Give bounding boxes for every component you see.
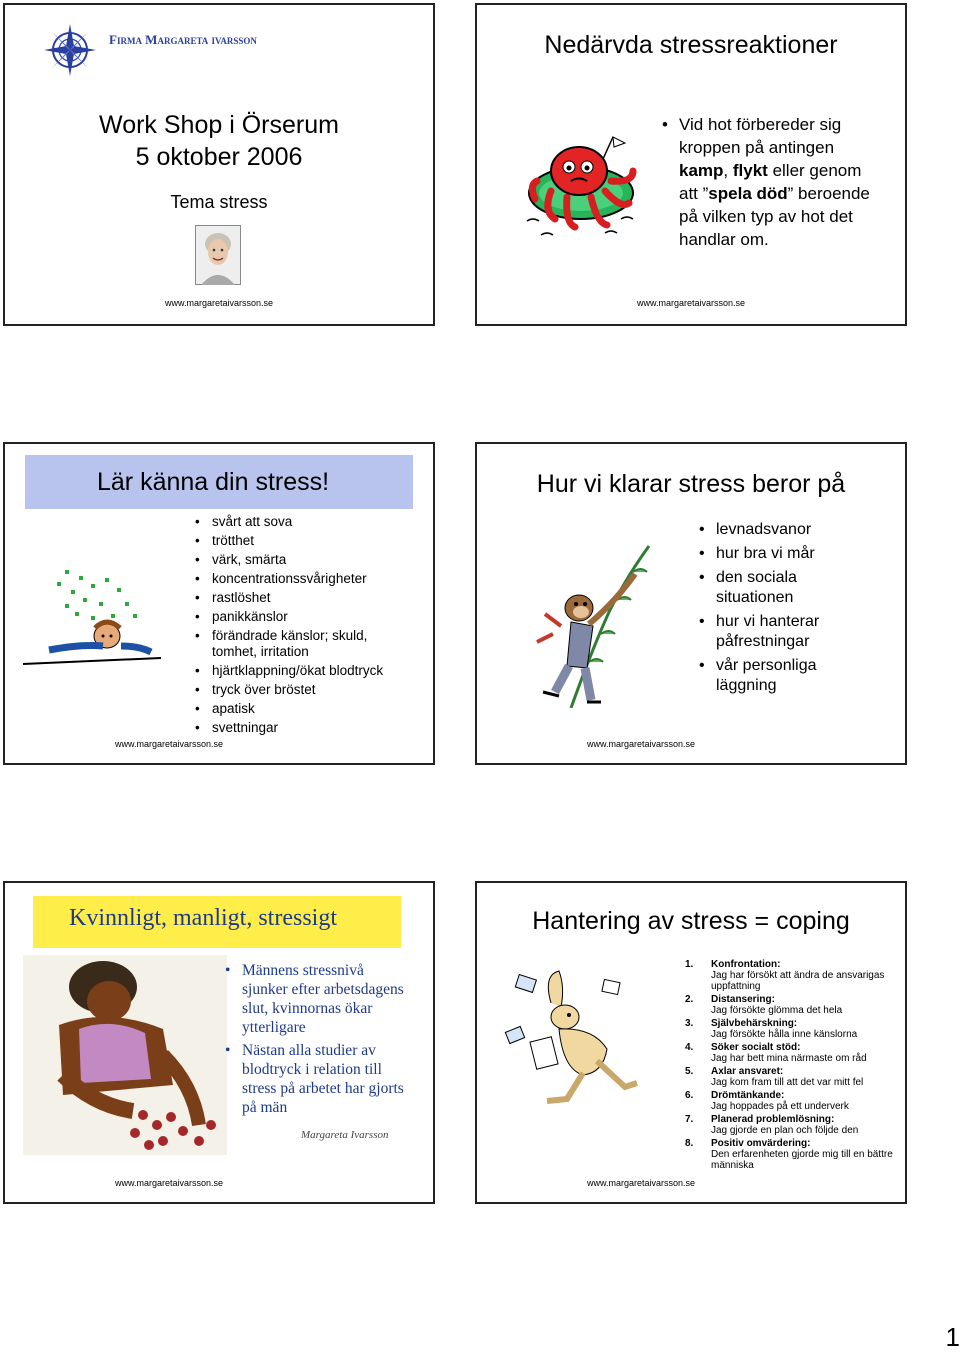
item-text: Jag gjorde en plan och följde den <box>711 1125 859 1136</box>
item-number: 3. <box>685 1018 694 1029</box>
list-item: • tryck över bröstet <box>195 682 425 698</box>
bullet-text-part: eller genom att ” <box>679 161 862 203</box>
signature: Margareta Ivarsson <box>301 1129 389 1141</box>
list-item: • trötthet <box>195 533 425 549</box>
item-text: Jag kom fram till att det var mitt fel <box>711 1077 864 1088</box>
slide-1-title-line1: Work Shop i Örserum <box>99 111 339 139</box>
list-item: • svettningar <box>195 720 425 736</box>
slide-3-title: Lär känna din stress! <box>97 468 330 496</box>
list-item <box>685 994 895 1016</box>
brand-name: Firma Margareta ivarsson <box>109 32 257 47</box>
slide-1 <box>3 3 435 326</box>
compass-logo-icon <box>43 23 97 77</box>
slide-4-title: Hur vi klarar stress beror på <box>536 470 846 498</box>
list-item: • panikkänslor <box>195 609 425 625</box>
item-heading: Självbehärskning: <box>711 1018 798 1029</box>
list-item: • levnadsvanor <box>699 520 899 540</box>
slide-1-footer: www.margaretaivarsson.se <box>164 298 274 308</box>
item-heading: Positiv omvärdering: <box>711 1138 811 1149</box>
list-item: • hur bra vi mår <box>699 544 899 564</box>
slide-2-footer: www.margaretaivarsson.se <box>636 298 746 308</box>
slide-2-title: Nedärvda stressreaktioner <box>544 31 838 59</box>
bullet-text-part: , <box>723 161 733 180</box>
slide-4-footer: www.margaretaivarsson.se <box>586 739 696 749</box>
slide-2 <box>475 3 907 326</box>
page-number: 1 <box>945 1322 960 1352</box>
list-item: • rastlöshet <box>195 590 425 606</box>
item-text: Jag har bett mina närmaste om råd <box>711 1053 867 1064</box>
item-heading: Planerad problemlösning: <box>711 1114 835 1125</box>
bullet-bold-spela-dod: spela död <box>708 184 788 203</box>
list-item <box>685 1018 895 1040</box>
list-item <box>685 1042 895 1064</box>
bullet-text-part: Vid hot förbereder sig kroppen på antingen <box>679 115 842 157</box>
woman-gardening-illustration <box>23 955 227 1155</box>
list-item: • värk, smärta <box>195 552 425 568</box>
gender-stress-list <box>225 961 405 1117</box>
stressed-person-illustration <box>21 568 161 668</box>
slide-6-title: Hantering av stress = coping <box>532 907 850 935</box>
list-item: • hjärtklappning/ökat blodtryck <box>195 663 425 679</box>
list-item <box>685 1066 895 1088</box>
item-heading: Axlar ansvaret: <box>711 1066 784 1077</box>
item-number: 5. <box>685 1066 694 1077</box>
item-text: Den erfarenheten gjorde mig till en bättre människa <box>711 1149 893 1171</box>
list-item: • Nästan alla studier av blodtryck i relation till stress på arbetet har gjorts på män <box>225 1041 405 1117</box>
list-item: • hur vi hanterar påfrestningar <box>699 612 846 652</box>
list-item: • förändrade känslor; skuld, tomhet, irritation <box>195 628 387 660</box>
list-item <box>685 1090 895 1112</box>
slide-3 <box>3 442 435 765</box>
bullet-bold-kamp: kamp <box>679 161 724 180</box>
portrait-photo <box>195 225 241 285</box>
list-item: • Männens stressnivå sjunker efter arbetsdagens slut, kvinnornas ökar ytterligare <box>225 961 405 1037</box>
item-heading: Distansering: <box>711 994 775 1005</box>
slide-6 <box>475 881 907 1204</box>
stress-symptom-list <box>195 514 425 739</box>
bullet-text-part: ” beroende på vilken typ av hot det handlar om. <box>679 184 870 249</box>
list-item: • den sociala situationen <box>699 568 826 608</box>
list-item: • vår personliga läggning <box>699 656 846 696</box>
item-text: Jag hoppades på ett underverk <box>711 1101 849 1112</box>
slide-6-footer: www.margaretaivarsson.se <box>586 1178 696 1188</box>
bullet-bold-flykt: flykt <box>732 161 768 180</box>
list-item <box>685 1114 895 1136</box>
slide-5-footer: www.margaretaivarsson.se <box>114 1178 224 1188</box>
item-number: 1. <box>685 959 694 970</box>
coping-factor-list <box>699 520 899 700</box>
monkey-on-vine-illustration <box>531 542 661 708</box>
slide-3-footer: www.margaretaivarsson.se <box>114 739 224 749</box>
item-heading: Konfrontation: <box>711 959 781 970</box>
list-item: • koncentrationssvårigheter <box>195 571 425 587</box>
slide-5 <box>3 881 435 1204</box>
item-number: 4. <box>685 1042 694 1053</box>
item-text: Jag försökte hålla inne känslorna <box>711 1029 858 1040</box>
list-item: • apatisk <box>195 701 425 717</box>
slide-5-banner-title: Kvinnligt, manligt, stressigt <box>69 905 337 931</box>
slide-1-title-line2: 5 oktober 2006 <box>135 143 303 171</box>
slide-2-bullet <box>662 113 872 251</box>
item-heading: Drömtänkande: <box>711 1090 785 1101</box>
list-item <box>685 959 895 992</box>
coping-strategy-list <box>685 959 895 1173</box>
item-number: 7. <box>685 1114 694 1125</box>
slide-4 <box>475 442 907 765</box>
item-text: Jag försökte glömma det hela <box>711 1005 843 1016</box>
item-number: 6. <box>685 1090 694 1101</box>
item-heading: Söker socialt stöd: <box>711 1042 801 1053</box>
item-number: 2. <box>685 994 694 1005</box>
list-item: • svårt att sova <box>195 514 425 530</box>
item-text: Jag har försökt att ändra de ansvarigas uppfattning <box>711 970 885 992</box>
item-number: 8. <box>685 1138 694 1149</box>
running-rabbit-illustration <box>503 969 643 1109</box>
slide-1-subtitle: Tema stress <box>170 192 268 212</box>
list-item <box>685 1138 895 1171</box>
octopus-illustration <box>521 133 641 247</box>
